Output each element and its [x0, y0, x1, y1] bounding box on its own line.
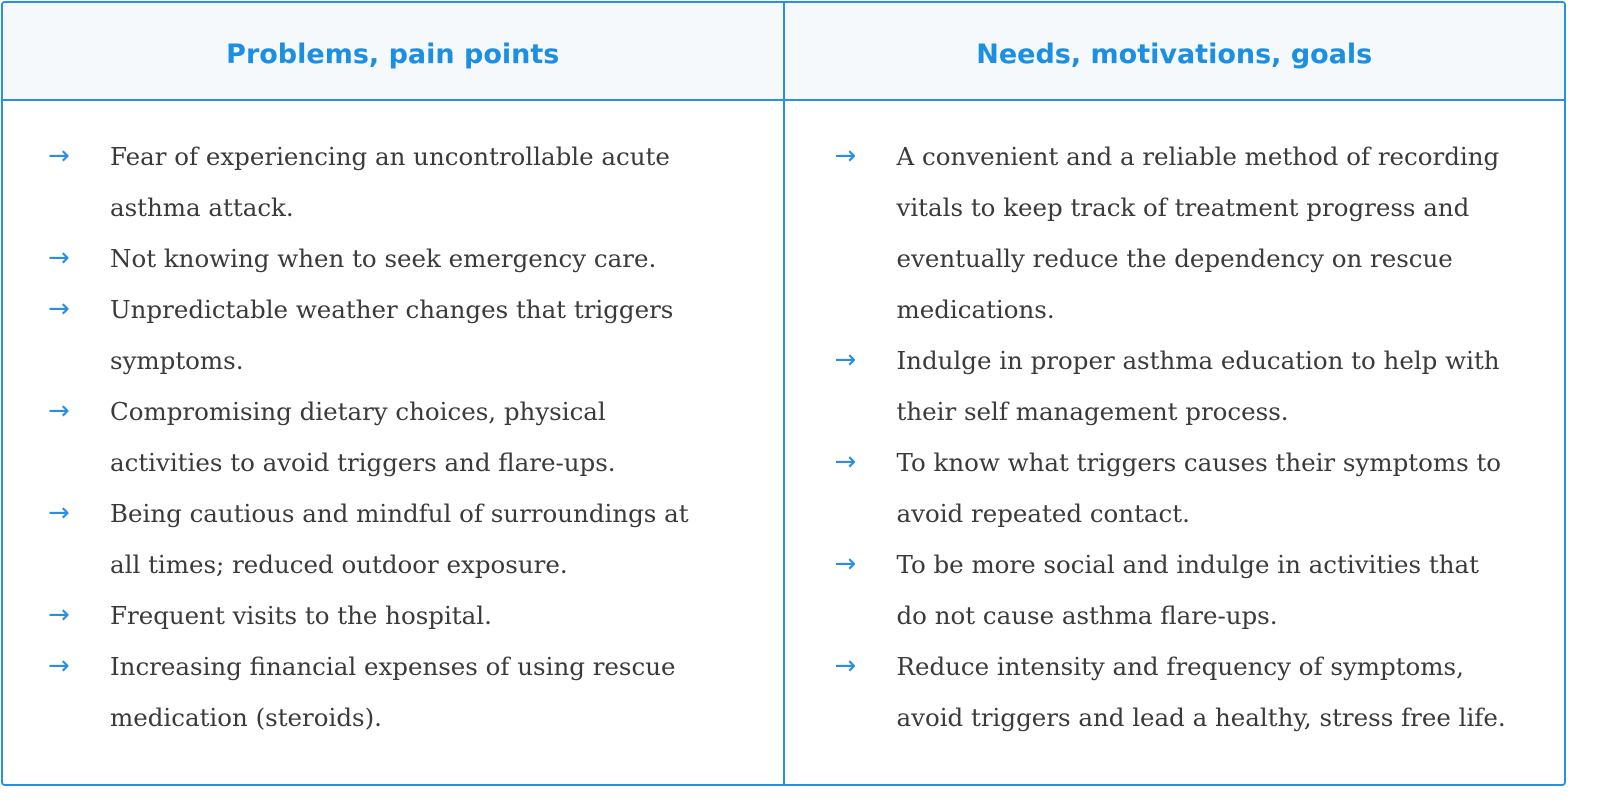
list-item-text: Increasing financial expenses of using rescue medication (steroids). [110, 652, 676, 732]
list-item [835, 437, 1515, 539]
right-arrow-icon: → [834, 549, 857, 579]
list-item [48, 641, 703, 743]
list-item-text: Reduce intensity and frequency of symptoms, avoid triggers and lead a healthy, stress free life. [896, 652, 1506, 732]
list-item-text: Being cautious and mindful of surroundings at all times; reduced outdoor exposure. [110, 499, 689, 579]
problems-heading: Problems, pain points [3, 3, 785, 99]
list-item-text: A convenient and a reliable method of recording vitals to keep track of treatment progress and eventually reduce the dependency on rescue medications. [896, 142, 1500, 324]
list-item [48, 131, 703, 233]
right-arrow-icon: → [834, 141, 857, 171]
right-arrow-icon: → [834, 345, 857, 375]
list-item [835, 641, 1515, 743]
list-item [835, 131, 1515, 335]
list-item [48, 386, 703, 488]
list-item-text: To be more social and indulge in activities that do not cause asthma flare-ups. [896, 550, 1479, 630]
list-item-text: Compromising dietary choices, physical activities to avoid triggers and flare-ups. [110, 397, 616, 477]
table-body-row [3, 101, 1564, 784]
right-arrow-icon: → [48, 396, 70, 426]
list-item-text: Unpredictable weather changes that triggers symptoms. [110, 295, 674, 375]
right-arrow-icon: → [48, 141, 70, 171]
list-item [48, 590, 703, 641]
list-item-text: Frequent visits to the hospital. [110, 601, 492, 630]
right-arrow-icon: → [48, 651, 70, 681]
list-item [835, 335, 1515, 437]
list-item [835, 539, 1515, 641]
persona-table [1, 1, 1566, 786]
list-item-text: To know what triggers causes their symptoms to avoid repeated contact. [896, 448, 1502, 528]
list-item-text: Indulge in proper asthma education to help with their self management process. [896, 346, 1500, 426]
right-arrow-icon: → [834, 447, 857, 477]
needs-heading: Needs, motivations, goals [976, 38, 1373, 70]
table-header-row [3, 3, 1564, 101]
needs-column [785, 101, 1565, 784]
right-arrow-icon: → [48, 243, 70, 273]
right-arrow-icon: → [834, 651, 857, 681]
list-item [48, 233, 703, 284]
needs-list [785, 131, 1565, 743]
right-arrow-icon: → [48, 294, 70, 324]
problems-column [3, 101, 785, 784]
list-item [48, 284, 703, 386]
right-arrow-icon: → [48, 600, 70, 630]
list-item-text: Fear of experiencing an uncontrollable acute asthma attack. [110, 142, 670, 222]
right-arrow-icon: → [48, 498, 70, 528]
list-item [48, 488, 703, 590]
problems-list [3, 131, 783, 743]
list-item-text: Not knowing when to seek emergency care. [110, 244, 657, 273]
